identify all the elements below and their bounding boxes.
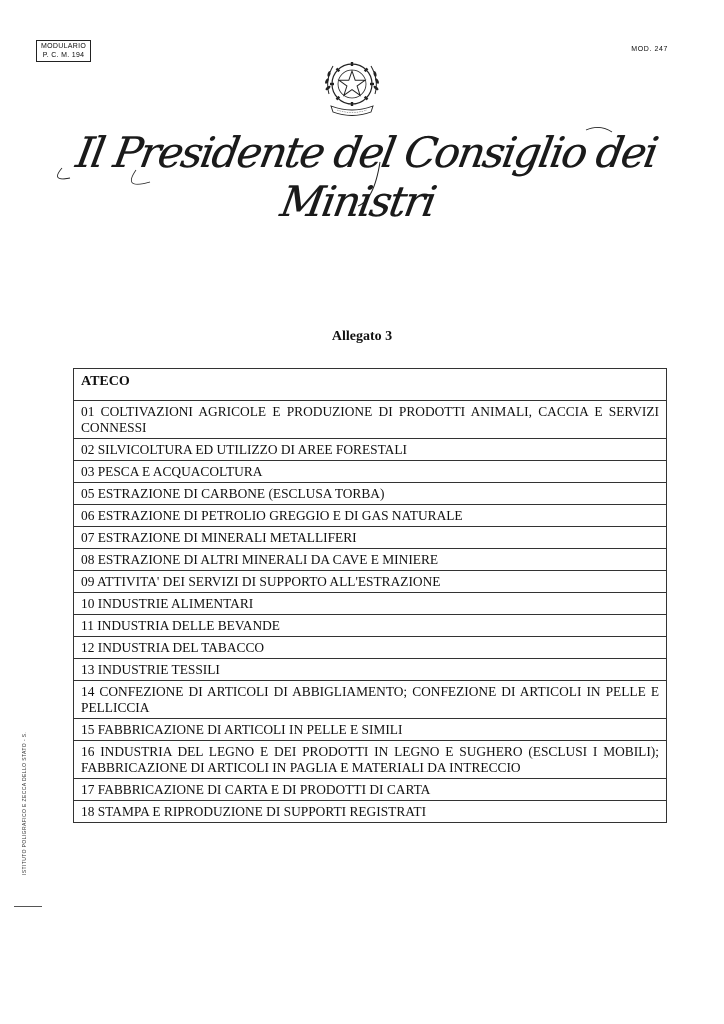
table-row bbox=[74, 615, 667, 637]
modulario-box bbox=[36, 40, 91, 62]
document-title: Allegato 3 bbox=[331, 329, 393, 344]
table-row bbox=[74, 483, 667, 505]
mod-code: MOD. 247 bbox=[631, 46, 668, 53]
table-row bbox=[74, 801, 667, 823]
modulario-line-1: MODULARIO bbox=[41, 43, 87, 50]
ateco-cell-17: 17 FABBRICAZIONE DI CARTA E DI PRODOTTI DI CARTA bbox=[74, 779, 667, 801]
modulario-line-2: P. C. M. 194 bbox=[42, 52, 85, 59]
ateco-cell-01: 01 COLTIVAZIONI AGRICOLE E PRODUZIONE DI PRODOTTI ANIMALI, CACCIA E SERVIZI CONNESSI bbox=[74, 401, 667, 439]
table-row bbox=[74, 719, 667, 741]
table-row bbox=[74, 593, 667, 615]
table-header-cell: ATECO bbox=[74, 369, 667, 401]
table-row bbox=[74, 439, 667, 461]
ateco-cell-13: 13 INDUSTRIE TESSILI bbox=[74, 659, 667, 681]
table-row bbox=[74, 571, 667, 593]
ateco-cell-11: 11 INDUSTRIA DELLE BEVANDE bbox=[74, 615, 667, 637]
ateco-cell-06: 06 ESTRAZIONE DI PETROLIO GREGGIO E DI GAS NATURALE bbox=[74, 505, 667, 527]
table-header-row bbox=[74, 369, 667, 401]
table-row bbox=[74, 659, 667, 681]
ateco-table bbox=[73, 368, 667, 823]
ateco-cell-09: 09 ATTIVITA' DEI SERVIZI DI SUPPORTO ALL'ESTRAZIONE bbox=[74, 571, 667, 593]
letterhead bbox=[40, 120, 684, 226]
ateco-cell-14: 14 CONFEZIONE DI ARTICOLI DI ABBIGLIAMENTO; CONFEZIONE DI ARTICOLI IN PELLE E PELLICCIA bbox=[74, 681, 667, 719]
table-row bbox=[74, 681, 667, 719]
ateco-cell-07: 07 ESTRAZIONE DI MINERALI METALLIFERI bbox=[74, 527, 667, 549]
table-row bbox=[74, 461, 667, 483]
ateco-cell-08: 08 ESTRAZIONE DI ALTRI MINERALI DA CAVE E MINIERE bbox=[74, 549, 667, 571]
ateco-cell-12: 12 INDUSTRIA DEL TABACCO bbox=[74, 637, 667, 659]
ateco-cell-05: 05 ESTRAZIONE DI CARBONE (ESCLUSA TORBA) bbox=[74, 483, 667, 505]
ateco-cell-18: 18 STAMPA E RIPRODUZIONE DI SUPPORTI REGISTRATI bbox=[74, 801, 667, 823]
ateco-cell-03: 03 PESCA E ACQUACOLTURA bbox=[74, 461, 667, 483]
printer-side-note: ISTITUTO POLIGRAFICO E ZECCA DELLO STATO - S. bbox=[22, 731, 28, 875]
letterhead-script: Il Presidente del Consiglio dei Ministri bbox=[72, 128, 661, 226]
ateco-cell-16: 16 INDUSTRIA DEL LEGNO E DEI PRODOTTI IN LEGNO E SUGHERO (ESCLUSI I MOBILI); FABBRICAZIONE DI ARTICOLI IN PAGLIA E MATERIALI DA INTRECCIO bbox=[74, 741, 667, 779]
italian-republic-emblem-icon bbox=[319, 54, 385, 122]
table-row bbox=[74, 549, 667, 571]
table-row bbox=[74, 637, 667, 659]
ateco-cell-10: 10 INDUSTRIE ALIMENTARI bbox=[74, 593, 667, 615]
side-divider bbox=[14, 906, 42, 907]
table-row bbox=[74, 401, 667, 439]
table-row bbox=[74, 779, 667, 801]
ateco-cell-15: 15 FABBRICAZIONE DI ARTICOLI IN PELLE E SIMILI bbox=[74, 719, 667, 741]
table-row bbox=[74, 505, 667, 527]
table-row bbox=[74, 741, 667, 779]
table-row bbox=[74, 527, 667, 549]
ateco-cell-02: 02 SILVICOLTURA ED UTILIZZO DI AREE FORESTALI bbox=[74, 439, 667, 461]
